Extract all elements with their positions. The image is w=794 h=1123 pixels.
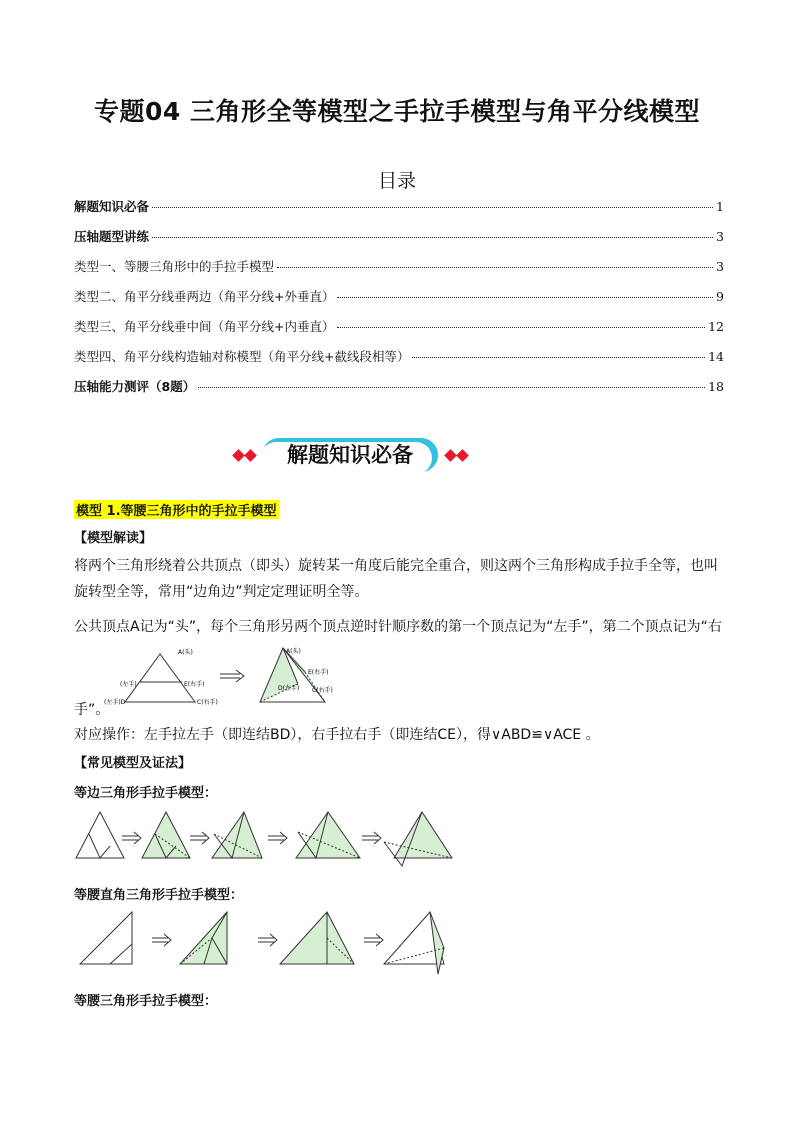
arrow-icon [220,670,244,682]
label-text: E(右手) [184,681,205,688]
figure-isosceles-right [72,908,462,976]
toc-page: 9 [716,289,724,304]
toc-dots [198,387,705,388]
label-text: E(右手) [308,669,329,676]
toc-dots [412,357,705,358]
toc-page: 12 [708,319,724,334]
toc-dots [337,327,705,328]
toc-label: 解题知识必备 [74,199,150,214]
label-text: C(右手) [197,699,218,706]
toc-row[interactable] [74,318,724,348]
toc-dots [337,297,713,298]
toc-label: 类型一、等腰三角形中的手拉手模型 [74,259,275,274]
paragraph-line: 将两个三角形绕着公共顶点（即头）旋转某一角度后能完全重合，则这两个三角形构成手拉手全等，也叫 [74,558,718,574]
label-text: A(头) [178,649,193,656]
arrow-icon [268,832,287,844]
paragraph-2-line2: 手”。 [74,702,110,718]
isosceles-title: 等腰三角形手拉手模型： [74,994,218,1009]
toc-heading: 目录 [377,170,416,192]
toc-dots [277,267,713,268]
toc-row[interactable] [74,228,724,258]
toc-page: 14 [708,349,724,364]
model-title: 模型 1.等腰三角形中的手拉手模型 [74,500,279,519]
toc-row[interactable] [74,198,724,228]
common-models-heading: 【常见模型及证法】 [74,756,192,771]
arrow-icon [258,934,277,946]
isosceles-right-title: 等腰直角三角形手拉手模型： [74,888,244,903]
label-text: (左手)D [104,699,126,706]
paragraph-line: 旋转型全等，常用“边角边”判定定理证明全等。 [74,584,369,600]
interpretation-heading: 【模型解读】 [74,531,153,546]
toc-dots [152,237,713,238]
label-text: D(左手) [278,685,300,692]
diamond-icon [444,449,457,462]
paragraph-3: 对应操作：左手拉左手（即连结BD），右手拉右手（即连结CE），得∨ABD≌∨ACE 。 [74,727,600,743]
toc-label: 类型三、角平分线垂中间（角平分线+内垂直） [74,319,335,334]
toc-row[interactable] [74,378,724,408]
toc-page: 3 [716,259,724,274]
page-title: 专题04 三角形全等模型之手拉手模型与角平分线模型 [94,97,700,126]
toc-page: 18 [708,379,724,394]
toc-label: 压轴题型讲练 [74,229,150,244]
arrow-icon [362,832,381,844]
paragraph-1 [74,553,724,605]
equilateral-title: 等边三角形手拉手模型： [74,786,218,801]
arrow-icon [364,934,383,946]
arrow-icon [152,934,171,946]
toc-row[interactable] [74,288,724,318]
label-text: A(头) [286,648,301,655]
label-text: (左手) [120,681,137,688]
toc-row[interactable] [74,348,724,378]
toc-page: 1 [716,199,724,214]
diamond-icon [232,449,245,462]
figure-left-triangle [125,654,195,702]
toc-label: 压轴能力测评（8题） [74,379,196,394]
table-of-contents [74,198,724,408]
paragraph-2-line1: 公共顶点A记为“头”，每个三角形另两个顶点逆时针顺序数的第一个顶点记为“左手”，第二个顶点记为“右 [74,619,722,635]
arrow-icon [190,832,209,844]
figure-equilateral [72,806,462,872]
diamond-icon [456,449,469,462]
banner-text: 解题知识必备 [287,443,413,467]
arrow-icon [122,832,141,844]
section-banner [230,436,470,476]
toc-dots [152,207,713,208]
toc-page: 3 [716,229,724,244]
toc-row[interactable] [74,258,724,288]
toc-label: 类型四、角平分线构造轴对称模型（角平分线+截线段相等） [74,349,410,364]
label-text: C(右手) [312,687,333,694]
toc-label: 类型二、角平分线垂两边（角平分线+外垂直） [74,289,335,304]
diamond-icon [244,449,257,462]
